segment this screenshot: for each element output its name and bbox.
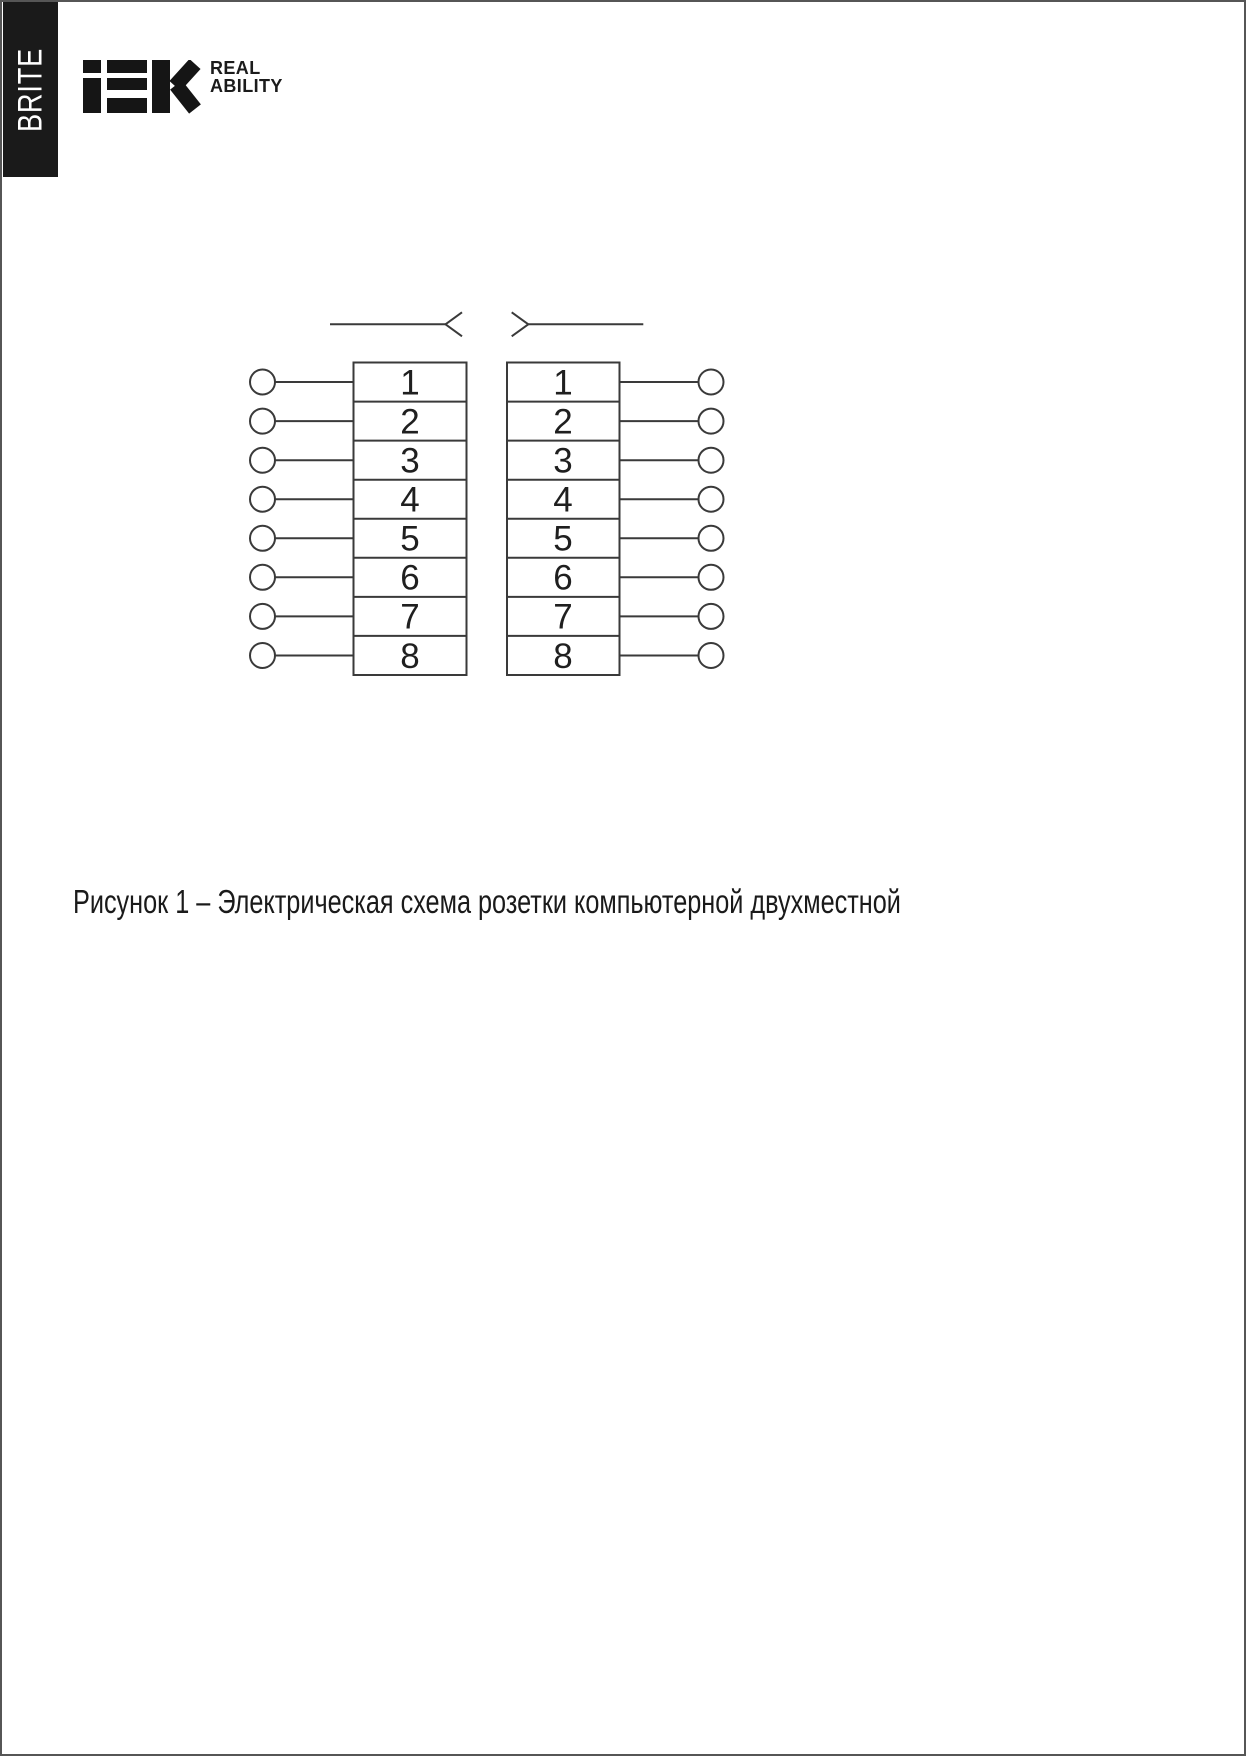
- terminal-circle: [699, 448, 724, 473]
- pin-label: 3: [400, 441, 420, 481]
- terminal-circle: [250, 487, 275, 512]
- schematic-drawing: [240, 300, 740, 690]
- pin-label: 2: [553, 402, 573, 442]
- logo-i-dot: [83, 60, 101, 73]
- logo-letter-i: [83, 60, 101, 113]
- terminal-circle: [699, 370, 724, 395]
- logo-k-upper-arm: [175, 64, 195, 86]
- terminal-circle: [250, 409, 275, 434]
- terminal-circle: [250, 370, 275, 395]
- right-terminal-circles: [699, 370, 724, 669]
- mating-arrow-left: [330, 312, 462, 336]
- terminal-circle: [699, 409, 724, 434]
- pin-label: 7: [553, 597, 573, 637]
- pin-label: 4: [400, 480, 420, 520]
- pin-label: 2: [400, 402, 420, 442]
- pin-label: 8: [400, 636, 420, 676]
- left-terminal-circles: [250, 370, 275, 669]
- pin-label: 8: [553, 636, 573, 676]
- terminal-circle: [699, 526, 724, 551]
- logo-letter-e: [107, 60, 147, 113]
- iek-logo: [83, 60, 202, 114]
- contact-block-right: [507, 363, 620, 676]
- brand-slogan: [210, 59, 283, 95]
- logo-e-mid-bar: [107, 78, 147, 90]
- pin-label: 7: [400, 597, 420, 637]
- terminal-circle: [250, 565, 275, 590]
- terminal-circle: [699, 487, 724, 512]
- logo-e-bottom-bar: [107, 98, 147, 113]
- left-terminal-leads: [275, 382, 354, 656]
- pin-label: 4: [553, 480, 573, 520]
- logo-letter-k: [152, 60, 195, 113]
- brite-side-banner: [3, 2, 58, 177]
- pin-label: 1: [553, 363, 573, 403]
- logo-k-lower-arm: [176, 85, 195, 109]
- pin-label: 5: [400, 519, 420, 559]
- terminal-circle: [699, 604, 724, 629]
- terminal-circle: [699, 565, 724, 590]
- pin-label: 5: [553, 519, 573, 559]
- slogan-line-2: ABILITY: [210, 76, 283, 96]
- series-label: BRITE: [11, 47, 49, 132]
- logo-e-top-bar: [107, 60, 147, 73]
- pin-label: 6: [553, 558, 573, 598]
- terminal-circle: [250, 526, 275, 551]
- terminal-circle: [250, 643, 275, 668]
- pin-label: 6: [400, 558, 420, 598]
- contact-block-left: [354, 363, 467, 676]
- logo-i-stem: [83, 78, 101, 113]
- contact-block-left-pin-labels: [400, 363, 419, 676]
- pin-label: 3: [553, 441, 573, 481]
- pin-label: 1: [400, 363, 420, 403]
- logo-k-stem: [152, 60, 170, 113]
- figure-1-schematic: [240, 300, 740, 690]
- terminal-circle: [699, 643, 724, 668]
- right-terminal-leads: [620, 382, 699, 656]
- slogan-line-1: REAL: [210, 58, 261, 78]
- terminal-circle: [250, 604, 275, 629]
- mating-arrow-right: [512, 312, 644, 336]
- contact-block-right-pin-labels: [553, 363, 572, 676]
- figure-caption: Рисунок 1 – Электрическая схема розетки компьютерной двухместной: [73, 883, 901, 920]
- terminal-circle: [250, 448, 275, 473]
